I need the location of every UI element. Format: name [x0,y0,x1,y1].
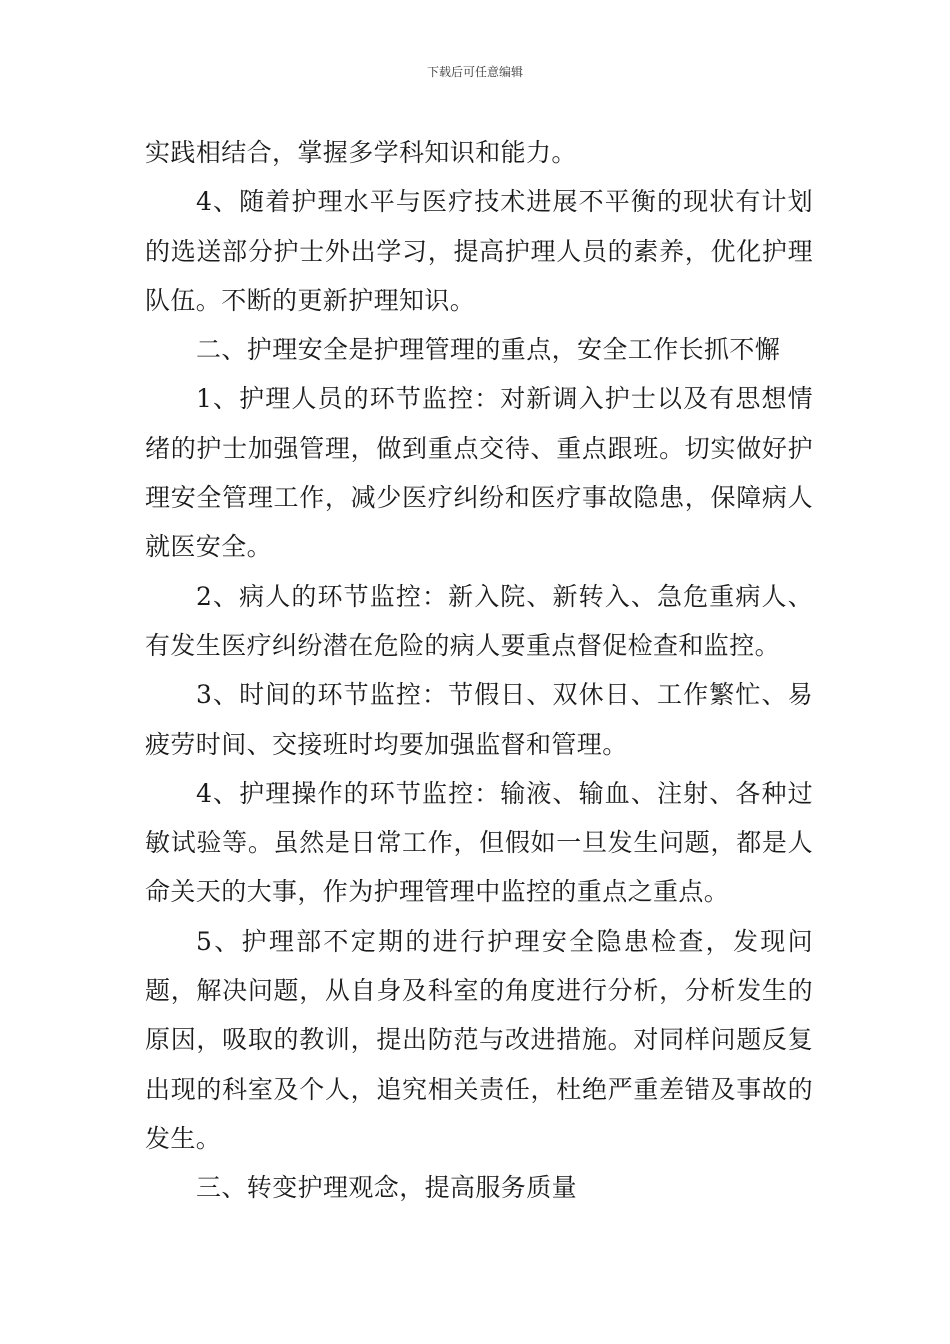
paragraph: 4、护理操作的环节监控：输液、输血、注射、各种过敏试验等。虽然是日常工作，但假如一旦发生问题，都是人命关天的大事，作为护理管理中监控的重点之重点。 [145,778,813,907]
paragraph: 2、病人的环节监控：新入院、新转入、急危重病人、有发生医疗纠纷潜在危险的病人要重点督促检查和监控。 [145,581,813,660]
paragraph: 实践相结合，掌握多学科知识和能力。 [145,138,577,167]
page-header: 下载后可任意编辑 [426,65,523,79]
paragraph: 5、护理部不定期的进行护理安全隐患检查，发现问题，解决问题，从自身及科室的角度进行分析，分析发生的原因，吸取的教训，提出防范与改进措施。对同样问题反复出现的科室及个人，追究相关责任，杜绝严重差错及事故的发生。 [145,926,813,1153]
document-body [145,128,813,1213]
section-heading: 二、护理安全是护理管理的重点，安全工作长抓不懈 [196,335,781,365]
paragraph: 1、护理人员的环节监控：对新调入护士以及有思想情绪的护士加强管理，做到重点交待、重点跟班。切实做好护理安全管理工作，减少医疗纠纷和医疗事故隐患，保障病人就医安全。 [145,384,813,562]
paragraph: 4、随着护理水平与医疗技术进展不平衡的现状有计划的选送部分护士外出学习，提高护理人员的素养，优化护理队伍。不断的更新护理知识。 [145,187,813,315]
paragraph: 3、时间的环节监控：节假日、双休日、工作繁忙、易疲劳时间、交接班时均要加强监督和管理。 [145,680,813,759]
section-heading: 三、转变护理观念，提高服务质量 [196,1173,578,1203]
